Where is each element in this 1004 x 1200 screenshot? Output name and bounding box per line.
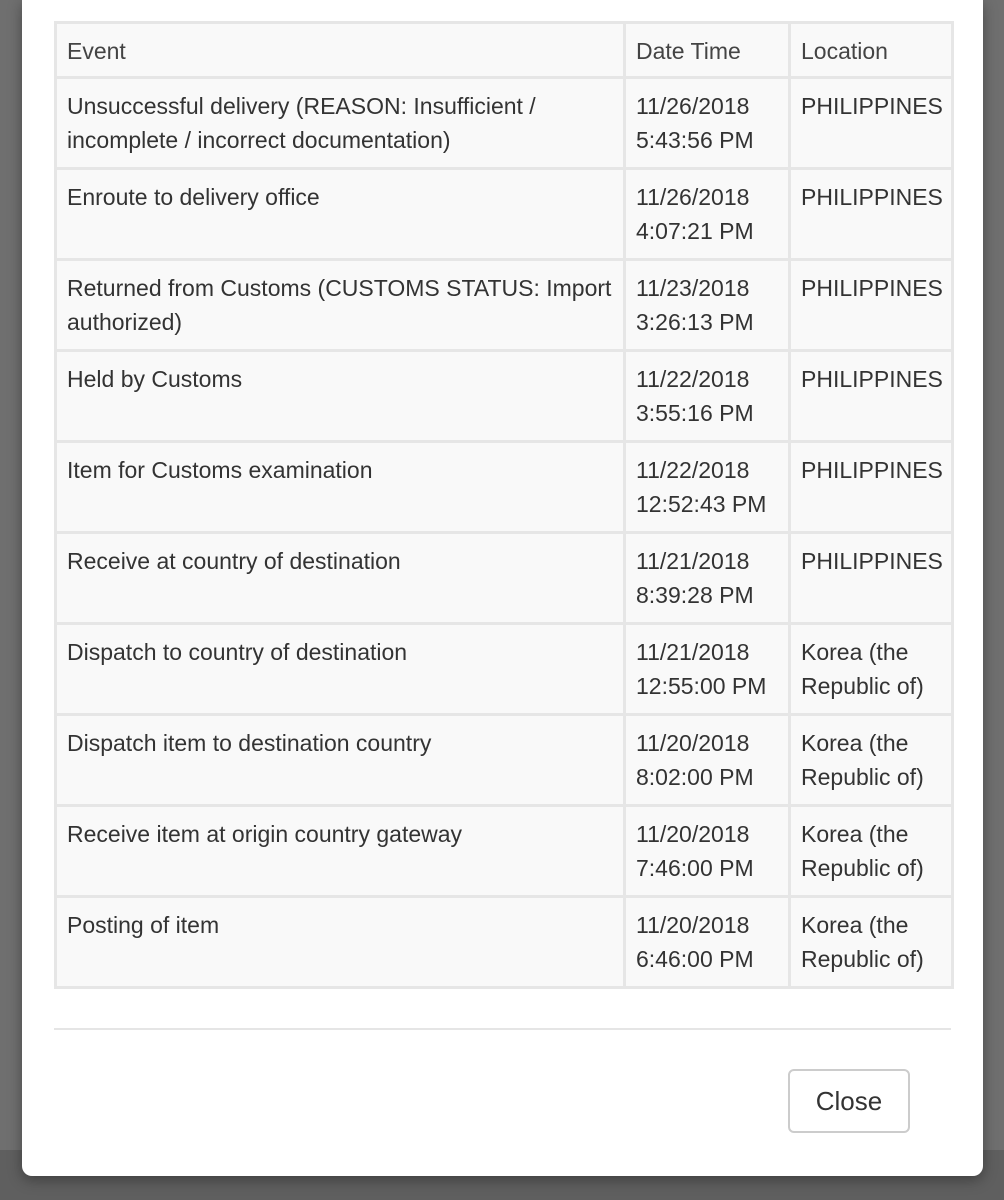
table-row xyxy=(56,351,953,442)
table-row xyxy=(56,260,953,351)
location-cell: PHILIPPINES xyxy=(790,78,953,169)
event-cell: Enroute to delivery office xyxy=(56,169,625,260)
location-cell: Korea (the Republic of) xyxy=(790,715,953,806)
tracking-modal xyxy=(22,0,983,1176)
location-cell: Korea (the Republic of) xyxy=(790,624,953,715)
location-cell: PHILIPPINES xyxy=(790,442,953,533)
event-date: 11/20/2018 xyxy=(636,912,750,938)
datetime-cell xyxy=(625,351,790,442)
event-date: 11/26/2018 xyxy=(636,93,750,119)
event-time: 7:46:00 PM xyxy=(636,855,754,881)
event-time: 4:07:21 PM xyxy=(636,218,754,244)
event-cell: Posting of item xyxy=(56,897,625,988)
table-body xyxy=(56,78,953,988)
event-cell: Receive at country of destination xyxy=(56,533,625,624)
event-cell: Dispatch to country of destination xyxy=(56,624,625,715)
event-cell: Dispatch item to destination country xyxy=(56,715,625,806)
datetime-cell xyxy=(625,78,790,169)
datetime-cell xyxy=(625,260,790,351)
datetime-cell xyxy=(625,442,790,533)
event-date: 11/26/2018 xyxy=(636,184,750,210)
table-row xyxy=(56,533,953,624)
event-date: 11/21/2018 xyxy=(636,548,750,574)
column-header-event: Event xyxy=(56,23,625,78)
event-cell: Receive item at origin country gateway xyxy=(56,806,625,897)
datetime-cell xyxy=(625,533,790,624)
table-row xyxy=(56,442,953,533)
location-cell: PHILIPPINES xyxy=(790,260,953,351)
event-cell: Returned from Customs (CUSTOMS STATUS: Import authorized) xyxy=(56,260,625,351)
event-time: 5:43:56 PM xyxy=(636,127,754,153)
table-row xyxy=(56,715,953,806)
event-date: 11/20/2018 xyxy=(636,730,750,756)
table-row xyxy=(56,169,953,260)
event-date: 11/22/2018 xyxy=(636,457,750,483)
event-cell: Item for Customs examination xyxy=(56,442,625,533)
column-header-datetime: Date Time xyxy=(625,23,790,78)
location-cell: Korea (the Republic of) xyxy=(790,806,953,897)
event-time: 3:26:13 PM xyxy=(636,309,754,335)
table-row xyxy=(56,897,953,988)
tracking-events-table xyxy=(54,21,954,989)
modal-footer-divider xyxy=(54,1028,951,1030)
event-cell: Held by Customs xyxy=(56,351,625,442)
event-date: 11/21/2018 xyxy=(636,639,750,665)
datetime-cell xyxy=(625,624,790,715)
modal-body xyxy=(54,21,951,989)
location-cell: PHILIPPINES xyxy=(790,351,953,442)
event-time: 8:02:00 PM xyxy=(636,764,754,790)
location-cell: Korea (the Republic of) xyxy=(790,897,953,988)
table-header-row xyxy=(56,23,953,78)
event-date: 11/20/2018 xyxy=(636,821,750,847)
event-date: 11/22/2018 xyxy=(636,366,750,392)
column-header-location: Location xyxy=(790,23,953,78)
location-cell: PHILIPPINES xyxy=(790,169,953,260)
event-time: 6:46:00 PM xyxy=(636,946,754,972)
datetime-cell xyxy=(625,715,790,806)
datetime-cell xyxy=(625,897,790,988)
event-date: 11/23/2018 xyxy=(636,275,750,301)
datetime-cell xyxy=(625,806,790,897)
event-time: 8:39:28 PM xyxy=(636,582,754,608)
event-time: 3:55:16 PM xyxy=(636,400,754,426)
location-cell: PHILIPPINES xyxy=(790,533,953,624)
event-time: 12:52:43 PM xyxy=(636,491,767,517)
table-row xyxy=(56,78,953,169)
table-row xyxy=(56,624,953,715)
datetime-cell xyxy=(625,169,790,260)
table-row xyxy=(56,806,953,897)
close-button[interactable]: Close xyxy=(788,1069,910,1133)
event-time: 12:55:00 PM xyxy=(636,673,767,699)
event-cell: Unsuccessful delivery (REASON: Insufficient / incomplete / incorrect documentation) xyxy=(56,78,625,169)
